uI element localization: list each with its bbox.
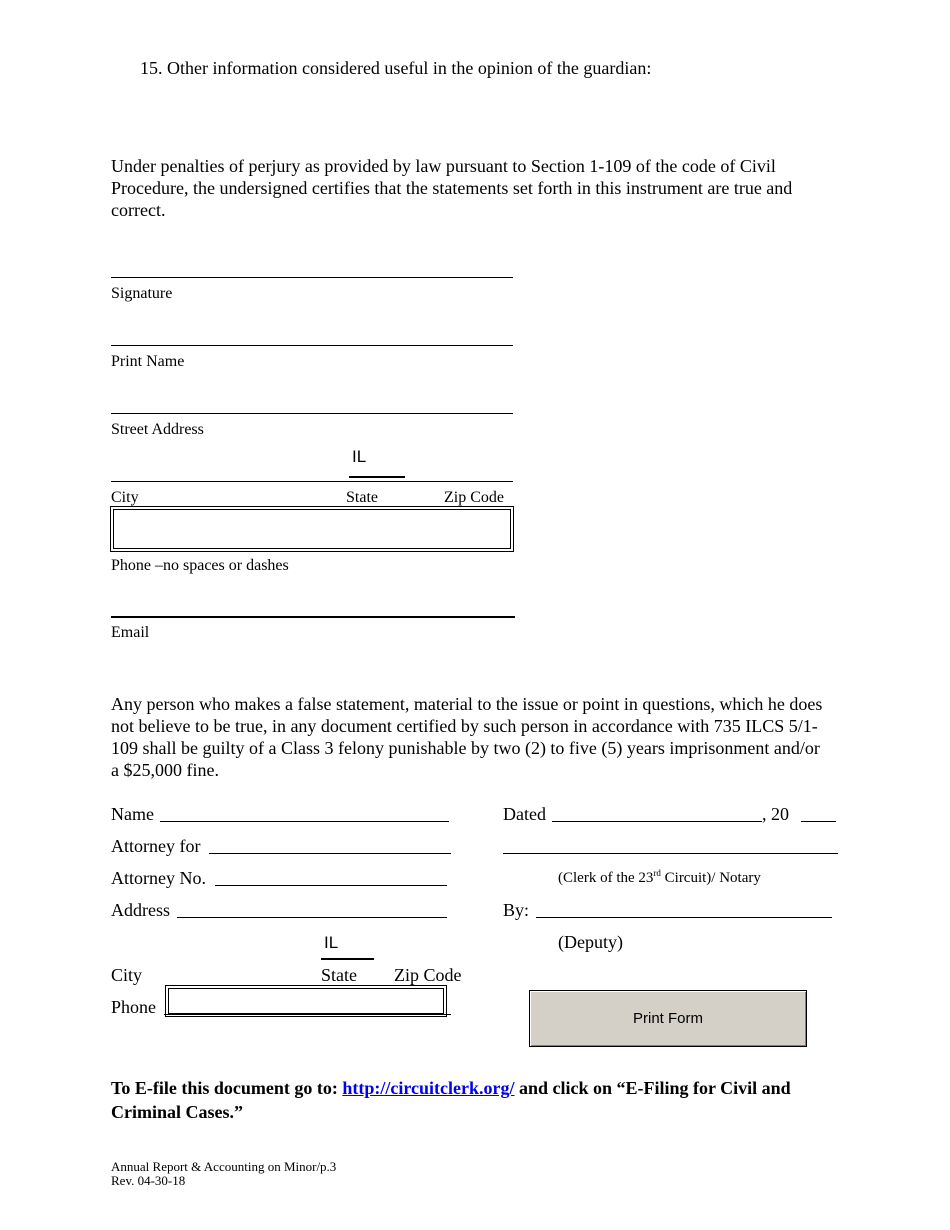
city-label: City <box>111 489 139 506</box>
item-15-text: Other information considered useful in the opinion of the guardian: <box>167 58 652 78</box>
city-state-zip-line[interactable] <box>111 481 513 482</box>
attorney-no-line[interactable] <box>215 885 447 886</box>
efile-suffix: and click on “E-Filing for Civil and Criminal Cases.” <box>111 1078 791 1122</box>
by-line[interactable] <box>536 917 832 918</box>
attorney-state-underline <box>321 958 374 960</box>
item-15-number: 15. <box>140 58 163 78</box>
phone-input[interactable] <box>113 509 511 549</box>
circuit-clerk-link[interactable]: http://circuitclerk.org/ <box>342 1078 515 1098</box>
footer-form-title: Annual Report & Accounting on Minor/p.3 <box>111 1159 337 1174</box>
state-value[interactable]: IL <box>352 447 367 466</box>
street-address-label: Street Address <box>111 421 204 438</box>
attorney-zip-label: Zip Code <box>394 965 462 985</box>
attorney-phone-label: Phone <box>111 997 156 1017</box>
attorney-for-line[interactable] <box>209 853 451 854</box>
attorney-phone-input[interactable] <box>168 988 444 1014</box>
attorney-name-label: Name <box>111 804 154 824</box>
clerk-label-sup: rd <box>653 868 661 878</box>
clerk-label-pre: (Clerk of the 23 <box>558 870 654 886</box>
attorney-address-label: Address <box>111 900 170 920</box>
attorney-city-label: City <box>111 965 143 985</box>
state-underline <box>349 476 405 478</box>
footer-revision: Rev. 04-30-18 <box>111 1173 186 1188</box>
by-label: By: <box>503 900 530 920</box>
deputy-label: (Deputy) <box>558 932 623 952</box>
signature-line[interactable] <box>111 277 513 278</box>
attorney-state-label: State <box>321 965 357 985</box>
clerk-label-post: Circuit)/ Notary <box>660 870 761 886</box>
clerk-label <box>558 869 761 887</box>
zip-label: Zip Code <box>444 489 504 506</box>
state-label: State <box>346 489 378 506</box>
signature-label: Signature <box>111 285 173 302</box>
perjury-warning: Any person who makes a false statement, material to the issue or point in questions, which he does not believe to be true, in any document certified by such person in accordance with 735 ILCS 5/1-109 shall be guilty of a Class 3 felony punishable by two (2) to five (5) years imprisonment and/or a $25,000 fine. <box>111 694 823 780</box>
dated-line[interactable] <box>552 821 762 822</box>
street-address-line[interactable] <box>111 413 513 414</box>
dated-label: Dated <box>503 804 546 824</box>
email-input[interactable] <box>111 616 515 618</box>
year-line[interactable] <box>801 821 836 822</box>
attorney-phone-underline <box>164 1014 451 1015</box>
attorney-address-line[interactable] <box>177 917 447 918</box>
efile-instruction <box>111 1076 841 1124</box>
efile-prefix: To E-file this document go to: <box>111 1078 343 1098</box>
attorney-no-label: Attorney No. <box>111 868 206 888</box>
year-prefix: , 20 <box>762 804 789 824</box>
print-name-label: Print Name <box>111 353 185 370</box>
attorney-name-line[interactable] <box>160 821 449 822</box>
print-form-button[interactable]: Print Form <box>529 990 807 1047</box>
phone-label: Phone –no spaces or dashes <box>111 557 289 574</box>
attorney-state-value[interactable]: IL <box>324 933 339 952</box>
certification-text: Under penalties of perjury as provided by law pursuant to Section 1-109 of the code of Civil Procedure, the undersigned certifies that the statements set forth in this instrument are true and correct. <box>111 156 793 220</box>
item-15 <box>140 57 651 79</box>
email-label: Email <box>111 624 150 641</box>
clerk-signature-line[interactable] <box>503 853 838 854</box>
print-name-line[interactable] <box>111 345 513 346</box>
attorney-for-label: Attorney for <box>111 836 201 856</box>
